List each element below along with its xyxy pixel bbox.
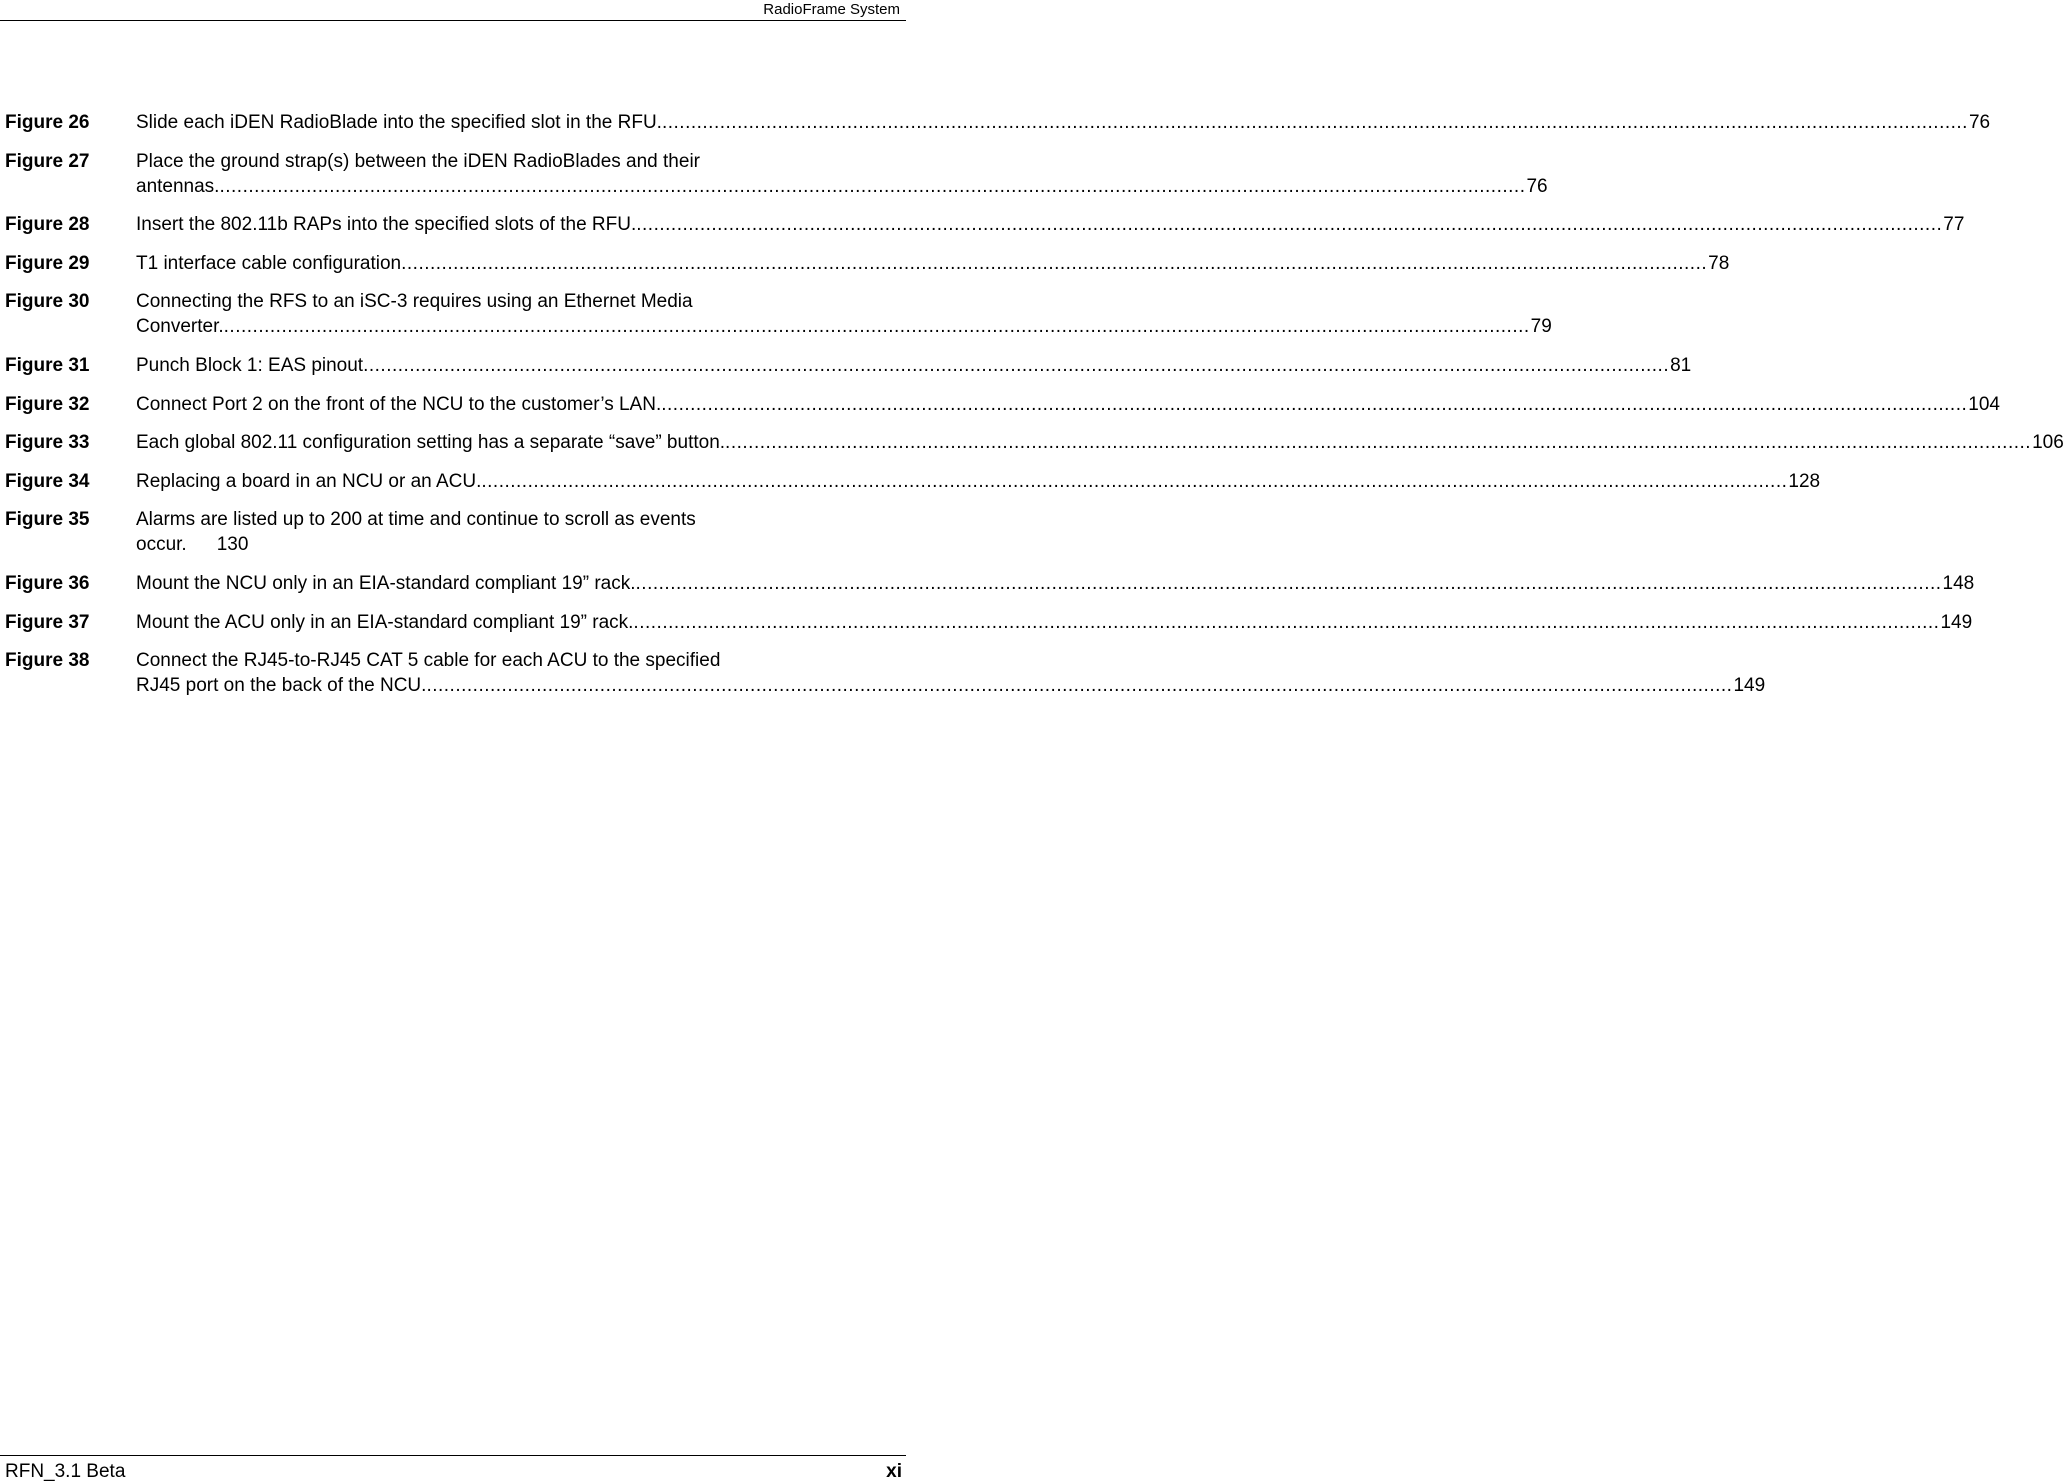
page-number: 149	[1733, 675, 1766, 697]
figure-caption-continued: Converter.	[136, 316, 224, 338]
toc-entry[interactable]	[5, 469, 1821, 494]
figure-caption: Punch Block 1: EAS pinout	[136, 354, 364, 376]
dot-leader	[401, 251, 1707, 276]
toc-entry[interactable]	[5, 289, 1552, 339]
figure-label: Figure 37	[5, 611, 90, 633]
dot-leader	[426, 673, 1732, 698]
figure-caption-continued: occur.	[136, 534, 187, 556]
figure-caption-continued: RJ45 port on the back of the NCU.	[136, 675, 427, 697]
figure-caption: Place the ground strap(s) between the iDEN RadioBlades and their	[136, 150, 700, 172]
figure-label: Figure 38	[5, 650, 90, 672]
figure-label: Figure 36	[5, 572, 90, 594]
toc-entry[interactable]	[5, 149, 1548, 199]
figure-caption: Mount the NCU only in an EIA-standard compliant 19” rack.	[136, 572, 636, 594]
figure-caption: Connecting the RFS to an iSC-3 requires using an Ethernet Media	[136, 291, 693, 313]
figure-label: Figure 30	[5, 291, 90, 313]
figure-caption: Replacing a board in an NCU or an ACU.	[136, 470, 482, 492]
document-version: RFN_3.1 Beta	[5, 1461, 126, 1482]
header-title: RadioFrame System	[763, 1, 900, 18]
toc-entry[interactable]	[5, 110, 1991, 135]
figure-label: Figure 27	[5, 150, 90, 172]
page-number: 149	[1940, 611, 1973, 633]
figure-caption: T1 interface cable configuration	[136, 252, 402, 274]
figure-caption: Each global 802.11 configuration setting has a separate “save” button.	[136, 432, 726, 454]
page-number: 104	[1968, 393, 2000, 415]
toc-entry[interactable]	[5, 430, 2064, 455]
page-header	[0, 0, 906, 21]
page-footer	[0, 1455, 906, 1483]
dot-leader	[636, 212, 1942, 237]
page-number: 78	[1708, 252, 1730, 274]
figure-label: Figure 34	[5, 470, 90, 492]
figure-caption: Alarms are listed up to 200 at time and continue to scroll as events	[136, 509, 696, 531]
dot-leader	[219, 174, 1525, 199]
page-number: 106	[2032, 432, 2064, 454]
toc-entry[interactable]	[5, 353, 1692, 378]
dot-leader	[725, 430, 2031, 455]
page-number: 77	[1943, 214, 1965, 236]
dot-leader	[224, 314, 1530, 339]
figure-label: Figure 33	[5, 432, 90, 454]
dot-leader	[363, 353, 1669, 378]
figure-label: Figure 29	[5, 252, 90, 274]
dot-leader	[633, 610, 1939, 635]
toc-entry[interactable]	[5, 571, 1975, 596]
page-number: 148	[1942, 572, 1975, 594]
toc-entry[interactable]	[5, 392, 2000, 417]
toc-entry[interactable]	[5, 507, 902, 557]
figure-caption: Connect Port 2 on the front of the NCU to the customer’s LAN.	[136, 393, 662, 415]
figure-label: Figure 31	[5, 354, 90, 376]
toc-entry[interactable]	[5, 648, 1766, 698]
figure-label: Figure 26	[5, 112, 90, 133]
dot-leader	[636, 571, 1942, 596]
page-number: 130	[216, 534, 249, 556]
dot-leader	[481, 469, 1787, 494]
figure-caption: Insert the 802.11b RAPs into the specified slots of the RFU.	[136, 214, 637, 236]
toc-entry[interactable]	[5, 251, 1730, 276]
page-number: 76	[1526, 175, 1548, 197]
dot-leader	[662, 110, 1968, 135]
list-of-figures	[5, 110, 2064, 712]
figure-label: Figure 35	[5, 509, 90, 531]
dot-leader	[661, 392, 1967, 417]
figure-caption: Connect the RJ45-to-RJ45 CAT 5 cable for each ACU to the specified	[136, 650, 721, 672]
toc-entry[interactable]	[5, 610, 1973, 635]
page-number-roman: xi	[886, 1461, 902, 1482]
toc-entry[interactable]	[5, 212, 1965, 237]
page-number: 76	[1968, 112, 1991, 133]
figure-label: Figure 32	[5, 393, 90, 415]
figure-caption: Slide each iDEN RadioBlade into the specified slot in the RFU.	[136, 112, 662, 133]
page-number: 81	[1670, 354, 1692, 376]
figure-label: Figure 28	[5, 214, 90, 236]
figure-caption: Mount the ACU only in an EIA-standard compliant 19” rack.	[136, 611, 634, 633]
figure-caption-continued: antennas.	[136, 175, 220, 197]
page-number: 128	[1788, 470, 1821, 492]
page-number: 79	[1530, 316, 1552, 338]
